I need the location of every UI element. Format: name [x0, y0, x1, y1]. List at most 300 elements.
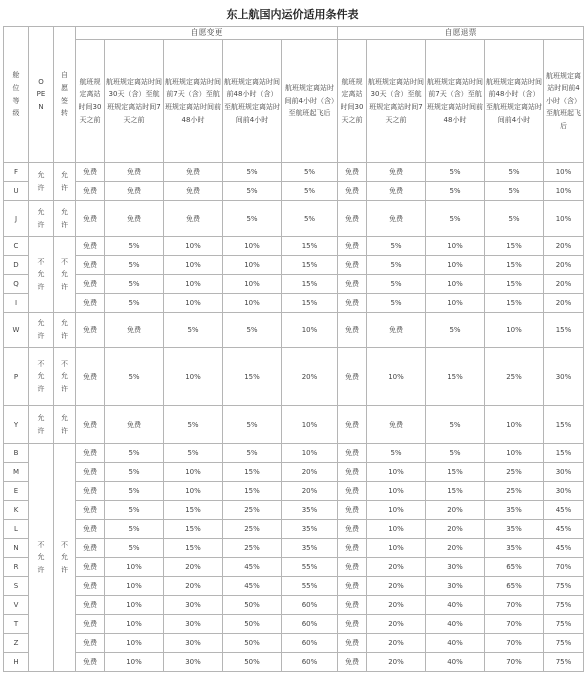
refund-fee-cell: 30%	[544, 463, 584, 482]
refund-fee-cell: 免费	[338, 577, 367, 596]
change-fee-cell: 免费	[76, 463, 105, 482]
open-allowed-cell-text: 允许	[37, 319, 45, 340]
change-fee-cell: 30%	[164, 634, 223, 653]
change-fee-cell: 20%	[282, 463, 338, 482]
class-code-cell: H	[4, 653, 29, 672]
change-fee-cell: 5%	[105, 539, 164, 558]
change-fee-cell: 45%	[223, 577, 282, 596]
refund-fee-cell: 5%	[426, 444, 485, 463]
refund-fee-cell: 35%	[485, 520, 544, 539]
refund-fee-cell: 免费	[338, 348, 367, 406]
refund-fee-cell: 45%	[544, 539, 584, 558]
change-fee-cell: 5%	[223, 444, 282, 463]
refund-fee-cell: 70%	[544, 558, 584, 577]
refund-fee-cell: 20%	[544, 275, 584, 294]
change-fee-cell: 5%	[223, 406, 282, 444]
change-fee-cell: 10%	[223, 256, 282, 275]
refund-fee-cell: 75%	[544, 653, 584, 672]
change-fee-cell: 50%	[223, 596, 282, 615]
table-row	[4, 275, 584, 294]
open-allowed-cell	[29, 313, 54, 348]
open-allowed-cell	[29, 348, 54, 406]
change-fee-cell: 5%	[223, 163, 282, 182]
change-fee-cell: 35%	[282, 520, 338, 539]
refund-fee-cell: 5%	[426, 201, 485, 237]
change-fee-cell: 免费	[105, 182, 164, 201]
change-fee-cell: 5%	[105, 237, 164, 256]
endorse-allowed-cell	[54, 237, 76, 313]
refund-fee-cell: 20%	[367, 615, 426, 634]
refund-fee-cell: 免费	[338, 615, 367, 634]
class-code-cell: Q	[4, 275, 29, 294]
refund-fee-cell: 免费	[338, 653, 367, 672]
change-fee-cell: 免费	[76, 163, 105, 182]
refund-fee-cell: 5%	[367, 256, 426, 275]
change-fee-cell: 10%	[223, 275, 282, 294]
change-fee-cell: 15%	[282, 275, 338, 294]
table-row	[4, 482, 584, 501]
refund-fee-cell: 20%	[367, 596, 426, 615]
table-row	[4, 539, 584, 558]
change-fee-cell: 25%	[223, 501, 282, 520]
refund-fee-cell: 20%	[426, 501, 485, 520]
class-code-cell: W	[4, 313, 29, 348]
change-fee-cell: 10%	[164, 256, 223, 275]
table-row	[4, 201, 584, 237]
refund-fee-cell: 免费	[338, 444, 367, 463]
refund-fee-cell: 免费	[338, 294, 367, 313]
open-allowed-cell-text: 允许	[37, 170, 45, 192]
endorse-allowed-cell	[54, 348, 76, 406]
class-code-cell: Z	[4, 634, 29, 653]
endorse-allowed-cell-text: 允许	[61, 413, 68, 435]
table-row	[4, 313, 584, 348]
refund-fee-cell: 45%	[544, 501, 584, 520]
refund-fee-cell: 免费	[367, 182, 426, 201]
refund-fee-cell: 40%	[426, 653, 485, 672]
change-fee-cell: 免费	[76, 182, 105, 201]
refund-fee-cell: 免费	[338, 482, 367, 501]
open-allowed-cell	[29, 163, 54, 201]
change-fee-cell: 30%	[164, 653, 223, 672]
refund-fee-cell: 45%	[544, 520, 584, 539]
refund-fee-cell: 10%	[544, 163, 584, 182]
refund-fee-cell: 免费	[367, 313, 426, 348]
change-fee-cell: 免费	[76, 482, 105, 501]
change-fee-cell: 5%	[105, 444, 164, 463]
change-fee-cell: 15%	[164, 520, 223, 539]
change-fee-cell: 20%	[282, 482, 338, 501]
table-row	[4, 237, 584, 256]
change-fee-cell: 35%	[282, 539, 338, 558]
table-row	[4, 596, 584, 615]
refund-fee-cell: 10%	[426, 294, 485, 313]
header-class-grade-text: 舱位等级	[12, 71, 20, 118]
change-fee-cell: 免费	[76, 406, 105, 444]
refund-fee-cell: 5%	[367, 275, 426, 294]
table-row	[4, 577, 584, 596]
change-fee-cell: 20%	[164, 558, 223, 577]
refund-fee-cell: 75%	[544, 615, 584, 634]
change-fee-cell: 55%	[282, 558, 338, 577]
change-fee-cell: 免费	[76, 275, 105, 294]
refund-fee-cell: 15%	[544, 406, 584, 444]
refund-fee-cell: 免费	[338, 501, 367, 520]
class-code-cell: J	[4, 201, 29, 237]
refund-fee-cell: 5%	[426, 313, 485, 348]
change-fee-cell: 15%	[282, 237, 338, 256]
change-fee-cell: 30%	[164, 596, 223, 615]
header-refund-col-3: 航班规定离站时间前7天（含）至航班规定离站时间前48小时	[426, 40, 485, 163]
endorse-allowed-cell-text: 允许	[61, 207, 68, 229]
change-fee-cell: 10%	[105, 558, 164, 577]
refund-fee-cell: 30%	[426, 577, 485, 596]
refund-fee-cell: 25%	[485, 482, 544, 501]
refund-fee-cell: 免费	[367, 163, 426, 182]
refund-fee-cell: 40%	[426, 596, 485, 615]
refund-fee-cell: 35%	[485, 539, 544, 558]
change-fee-cell: 免费	[105, 201, 164, 237]
table-row	[4, 634, 584, 653]
table-row	[4, 653, 584, 672]
refund-fee-cell: 70%	[485, 653, 544, 672]
change-fee-cell: 60%	[282, 596, 338, 615]
refund-fee-cell: 20%	[367, 653, 426, 672]
change-fee-cell: 免费	[105, 163, 164, 182]
change-fee-cell: 50%	[223, 653, 282, 672]
refund-fee-cell: 15%	[426, 482, 485, 501]
refund-fee-cell: 免费	[367, 406, 426, 444]
table-row	[4, 406, 584, 444]
class-code-cell: P	[4, 348, 29, 406]
header-voluntary-endorse	[54, 27, 76, 163]
refund-fee-cell: 免费	[338, 558, 367, 577]
refund-fee-cell: 20%	[544, 237, 584, 256]
class-code-cell: V	[4, 596, 29, 615]
change-fee-cell: 免费	[76, 201, 105, 237]
header-row-columns	[4, 40, 584, 163]
endorse-allowed-cell-text: 不允许	[61, 359, 68, 393]
refund-fee-cell: 5%	[367, 237, 426, 256]
header-voluntary-change: 自愿变更	[76, 27, 338, 40]
change-fee-cell: 免费	[76, 539, 105, 558]
refund-fee-cell: 5%	[485, 163, 544, 182]
change-fee-cell: 15%	[223, 463, 282, 482]
change-fee-cell: 5%	[282, 201, 338, 237]
header-voluntary-endorse-text: 自愿签转	[61, 71, 68, 118]
refund-fee-cell: 10%	[426, 256, 485, 275]
change-fee-cell: 5%	[164, 313, 223, 348]
change-fee-cell: 10%	[164, 294, 223, 313]
refund-fee-cell: 15%	[544, 444, 584, 463]
refund-fee-cell: 免费	[338, 256, 367, 275]
header-change-col-4: 航班规定离站时间前48小时（含）至航班规定离站时间前4小时	[223, 40, 282, 163]
refund-fee-cell: 65%	[485, 558, 544, 577]
change-fee-cell: 5%	[105, 463, 164, 482]
table-row	[4, 520, 584, 539]
refund-fee-cell: 25%	[485, 348, 544, 406]
header-open-text: OPEN	[36, 77, 46, 111]
change-fee-cell: 50%	[223, 634, 282, 653]
change-fee-cell: 25%	[223, 520, 282, 539]
class-code-cell: L	[4, 520, 29, 539]
change-fee-cell: 60%	[282, 634, 338, 653]
refund-fee-cell: 20%	[367, 558, 426, 577]
change-fee-cell: 25%	[223, 539, 282, 558]
refund-fee-cell: 30%	[426, 558, 485, 577]
header-class-grade	[4, 27, 29, 163]
refund-fee-cell: 10%	[544, 201, 584, 237]
change-fee-cell: 10%	[164, 482, 223, 501]
change-fee-cell: 免费	[76, 501, 105, 520]
refund-fee-cell: 70%	[485, 615, 544, 634]
change-fee-cell: 60%	[282, 615, 338, 634]
refund-fee-cell: 10%	[367, 482, 426, 501]
header-change-col-1: 航班规定离站时间30天之前	[76, 40, 105, 163]
table-row	[4, 615, 584, 634]
refund-fee-cell: 10%	[367, 348, 426, 406]
class-code-cell: C	[4, 237, 29, 256]
refund-fee-cell: 免费	[338, 237, 367, 256]
open-allowed-cell-text: 不允许	[37, 359, 45, 393]
class-code-cell: I	[4, 294, 29, 313]
change-fee-cell: 免费	[105, 406, 164, 444]
change-fee-cell: 15%	[164, 501, 223, 520]
change-fee-cell: 5%	[164, 406, 223, 444]
class-code-cell: R	[4, 558, 29, 577]
change-fee-cell: 免费	[76, 596, 105, 615]
refund-fee-cell: 免费	[338, 539, 367, 558]
refund-fee-cell: 75%	[544, 634, 584, 653]
class-code-cell: M	[4, 463, 29, 482]
refund-fee-cell: 70%	[485, 596, 544, 615]
change-fee-cell: 免费	[76, 577, 105, 596]
refund-fee-cell: 10%	[367, 463, 426, 482]
refund-fee-cell: 免费	[338, 313, 367, 348]
change-fee-cell: 15%	[282, 256, 338, 275]
table-row	[4, 256, 584, 275]
change-fee-cell: 5%	[105, 348, 164, 406]
change-fee-cell: 10%	[282, 406, 338, 444]
change-fee-cell: 5%	[164, 444, 223, 463]
refund-fee-cell: 5%	[367, 294, 426, 313]
open-allowed-cell	[29, 237, 54, 313]
change-fee-cell: 5%	[223, 313, 282, 348]
class-code-cell: F	[4, 163, 29, 182]
change-fee-cell: 10%	[223, 237, 282, 256]
change-fee-cell: 10%	[164, 275, 223, 294]
change-fee-cell: 免费	[164, 163, 223, 182]
endorse-allowed-cell	[54, 163, 76, 201]
refund-fee-cell: 免费	[338, 463, 367, 482]
change-fee-cell: 5%	[105, 501, 164, 520]
header-change-col-2: 航班规定离站时间30天（含）至航班规定离站时间7天之前	[105, 40, 164, 163]
change-fee-cell: 10%	[105, 615, 164, 634]
table-row	[4, 294, 584, 313]
refund-fee-cell: 20%	[544, 256, 584, 275]
change-fee-cell: 10%	[164, 348, 223, 406]
change-fee-cell: 免费	[76, 558, 105, 577]
open-allowed-cell	[29, 201, 54, 237]
refund-fee-cell: 20%	[426, 539, 485, 558]
refund-fee-cell: 15%	[426, 348, 485, 406]
change-fee-cell: 20%	[164, 577, 223, 596]
endorse-allowed-cell-text: 允许	[61, 170, 68, 192]
change-fee-cell: 15%	[164, 539, 223, 558]
endorse-allowed-cell	[54, 406, 76, 444]
change-fee-cell: 免费	[76, 313, 105, 348]
refund-fee-cell: 15%	[485, 237, 544, 256]
change-fee-cell: 5%	[105, 520, 164, 539]
class-code-cell: Y	[4, 406, 29, 444]
change-fee-cell: 免费	[76, 256, 105, 275]
change-fee-cell: 免费	[76, 348, 105, 406]
change-fee-cell: 5%	[223, 201, 282, 237]
change-fee-cell: 免费	[76, 634, 105, 653]
change-fee-cell: 10%	[164, 463, 223, 482]
refund-fee-cell: 10%	[367, 501, 426, 520]
refund-fee-cell: 30%	[544, 482, 584, 501]
table-row	[4, 444, 584, 463]
change-fee-cell: 免费	[76, 615, 105, 634]
change-fee-cell: 55%	[282, 577, 338, 596]
header-refund-col-1: 航班规定离站时间30天之前	[338, 40, 367, 163]
class-code-cell: U	[4, 182, 29, 201]
refund-fee-cell: 5%	[485, 201, 544, 237]
endorse-allowed-cell	[54, 201, 76, 237]
refund-fee-cell: 15%	[485, 294, 544, 313]
class-code-cell: N	[4, 539, 29, 558]
refund-fee-cell: 75%	[544, 577, 584, 596]
table-row	[4, 463, 584, 482]
refund-fee-cell: 5%	[426, 182, 485, 201]
refund-fee-cell: 40%	[426, 634, 485, 653]
change-fee-cell: 10%	[105, 596, 164, 615]
refund-fee-cell: 5%	[367, 444, 426, 463]
endorse-allowed-cell-text: 不允许	[61, 257, 68, 291]
refund-fee-cell: 免费	[338, 163, 367, 182]
change-fee-cell: 50%	[223, 615, 282, 634]
change-fee-cell: 30%	[164, 615, 223, 634]
refund-fee-cell: 10%	[426, 237, 485, 256]
change-fee-cell: 60%	[282, 653, 338, 672]
change-fee-cell: 10%	[282, 313, 338, 348]
change-fee-cell: 免费	[76, 520, 105, 539]
header-refund-col-4: 航班规定离站时间前48小时（含）至航班规定离站时间前4小时	[485, 40, 544, 163]
refund-fee-cell: 20%	[544, 294, 584, 313]
refund-fee-cell: 免费	[338, 634, 367, 653]
header-refund-col-2: 航班规定离站时间30天（含）至航班规定离站时间7天之前	[367, 40, 426, 163]
refund-fee-cell: 20%	[367, 634, 426, 653]
table-row	[4, 348, 584, 406]
change-fee-cell: 45%	[223, 558, 282, 577]
refund-fee-cell: 免费	[367, 201, 426, 237]
open-allowed-cell-text: 允许	[37, 413, 45, 435]
endorse-allowed-cell	[54, 313, 76, 348]
refund-fee-cell: 40%	[426, 615, 485, 634]
refund-fee-cell: 70%	[485, 634, 544, 653]
refund-fee-cell: 10%	[544, 182, 584, 201]
refund-fee-cell: 10%	[485, 406, 544, 444]
header-open	[29, 27, 54, 163]
change-fee-cell: 5%	[105, 256, 164, 275]
refund-fee-cell: 15%	[426, 463, 485, 482]
change-fee-cell: 5%	[282, 182, 338, 201]
header-refund-col-5: 航班规定离站时间前4小时（含）至航班起飞后	[544, 40, 584, 163]
refund-fee-cell: 免费	[338, 201, 367, 237]
change-fee-cell: 10%	[105, 634, 164, 653]
refund-fee-cell: 25%	[485, 463, 544, 482]
refund-fee-cell: 免费	[338, 596, 367, 615]
endorse-allowed-cell-text: 允许	[61, 319, 68, 340]
table-row	[4, 558, 584, 577]
refund-fee-cell: 35%	[485, 501, 544, 520]
table-row	[4, 501, 584, 520]
open-allowed-cell-text: 不允许	[37, 540, 45, 574]
change-fee-cell: 免费	[76, 653, 105, 672]
change-fee-cell: 35%	[282, 501, 338, 520]
refund-fee-cell: 30%	[544, 348, 584, 406]
table-row	[4, 182, 584, 201]
table-row	[4, 163, 584, 182]
change-fee-cell: 免费	[105, 313, 164, 348]
change-fee-cell: 10%	[223, 294, 282, 313]
endorse-allowed-cell	[54, 444, 76, 672]
refund-fee-cell: 免费	[338, 406, 367, 444]
open-allowed-cell-text: 不允许	[37, 257, 45, 291]
refund-fee-cell: 15%	[485, 256, 544, 275]
class-code-cell: T	[4, 615, 29, 634]
header-voluntary-refund: 自愿退票	[338, 27, 584, 40]
open-allowed-cell-text: 允许	[37, 207, 45, 229]
change-fee-cell: 5%	[223, 182, 282, 201]
refund-fee-cell: 5%	[426, 163, 485, 182]
header-row-groups	[4, 27, 584, 40]
page-title: 东上航国内运价适用条件表	[226, 8, 359, 21]
change-fee-cell: 10%	[282, 444, 338, 463]
change-fee-cell: 20%	[282, 348, 338, 406]
change-fee-cell: 免费	[76, 294, 105, 313]
fare-conditions-table	[3, 26, 584, 672]
refund-fee-cell: 15%	[485, 275, 544, 294]
refund-fee-cell: 10%	[426, 275, 485, 294]
change-fee-cell: 10%	[105, 577, 164, 596]
open-allowed-cell	[29, 444, 54, 672]
class-code-cell: K	[4, 501, 29, 520]
refund-fee-cell: 10%	[367, 539, 426, 558]
change-fee-cell: 15%	[282, 294, 338, 313]
change-fee-cell: 5%	[105, 275, 164, 294]
change-fee-cell: 10%	[164, 237, 223, 256]
header-change-col-5: 航班规定离站时间前4小时（含）至航班起飞后	[282, 40, 338, 163]
class-code-cell: B	[4, 444, 29, 463]
refund-fee-cell: 10%	[485, 313, 544, 348]
refund-fee-cell: 75%	[544, 596, 584, 615]
change-fee-cell: 免费	[76, 237, 105, 256]
change-fee-cell: 15%	[223, 348, 282, 406]
refund-fee-cell: 5%	[426, 406, 485, 444]
change-fee-cell: 15%	[223, 482, 282, 501]
change-fee-cell: 10%	[105, 653, 164, 672]
refund-fee-cell: 20%	[367, 577, 426, 596]
change-fee-cell: 5%	[105, 294, 164, 313]
refund-fee-cell: 10%	[485, 444, 544, 463]
refund-fee-cell: 免费	[338, 520, 367, 539]
class-code-cell: S	[4, 577, 29, 596]
refund-fee-cell: 20%	[426, 520, 485, 539]
change-fee-cell: 免费	[76, 444, 105, 463]
open-allowed-cell	[29, 406, 54, 444]
